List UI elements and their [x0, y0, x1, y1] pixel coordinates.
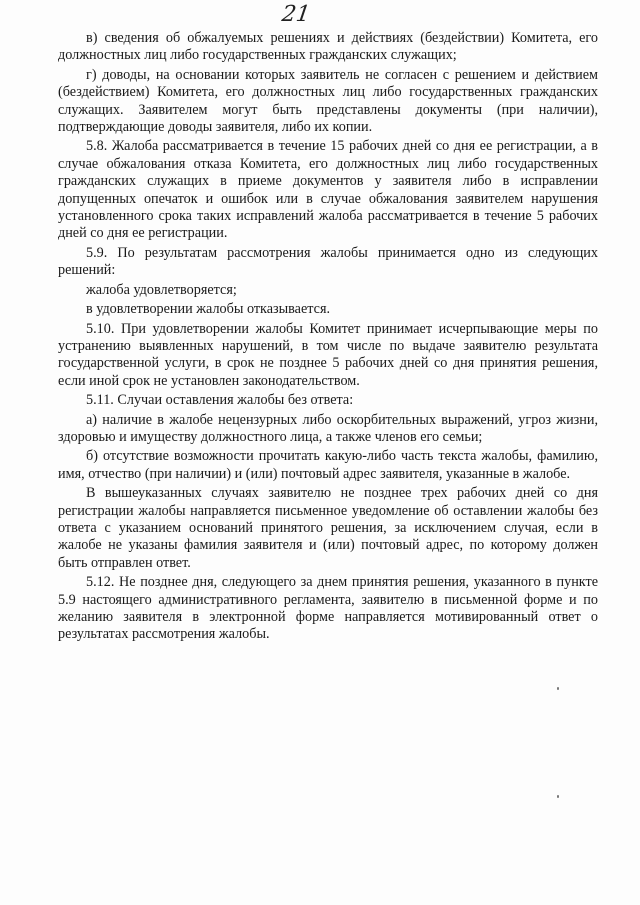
scan-speck — [557, 687, 559, 690]
paragraph-5-12: 5.12. Не позднее дня, следующего за днем принятия решения, указанного в пункте 5.9 настоящего административного регламента, заявителю в письменной форме и по желанию заявителя в электронной форме направляется мотивированный ответ о результатах рассмотрения жалобы. — [58, 574, 598, 643]
decision-option-refused: в удовлетворении жалобы отказывается. — [86, 301, 331, 318]
paragraph-no-answer-cases: В вышеуказанных случаях заявителю не позднее трех рабочих дней со дня регистрации жалобы направляется письменное уведомление об оставлении жалобы без ответа с указанием оснований принятого решения, за исключением случая, если в жалобе не указаны фамилия заявителя и (или) почтовый адрес, по которому должен быть отправлен ответ. — [58, 485, 598, 571]
paragraph-5-9: 5.9. По результатам рассмотрения жалобы принимается одно из следующих решений: — [58, 244, 598, 279]
paragraph-item-g: г) доводы, на основании которых заявитель не согласен с решением и действием (бездействием) Комитета, его должностных лиц либо государственных гражданских служащих. Заявителем могут быть представлены документы (при наличии), подтверждающие доводы заявителя, либо их копии. — [58, 66, 598, 136]
paragraph-5-11: 5.11. Случаи оставления жалобы без ответа: — [86, 392, 354, 409]
paragraph-5-8: 5.8. Жалоба рассматривается в течение 15 рабочих дней со дня ее регистрации, а в случае обжалования отказа Комитета, его должностных лиц либо государственных гражданских служащих в приеме документов у заявителя либо в исправлении допущенных опечаток и ошибок или в случае обжалования заявителем нарушения установленного срока таких исправлений жалоба рассматривается в течение 5 рабочих дней со дня ее регистрации. — [58, 138, 598, 242]
scan-speck — [557, 795, 559, 798]
document-body — [58, 30, 598, 646]
paragraph-5-10: 5.10. При удовлетворении жалобы Комитет принимает исчерпывающие меры по устранению выявленных нарушений, в том числе по выдаче заявителю результата государственной услуги, в срок не позднее 5 рабочих дней со дня принятия решения, если иной срок не установлен законодательством. — [58, 320, 598, 389]
handwritten-page-number: 21 — [280, 2, 312, 27]
paragraph-item-v: в) сведения об обжалуемых решениях и действиях (бездействии) Комитета, его должностных лиц либо государственных гражданских служащих; — [58, 30, 598, 64]
decision-option-satisfied: жалоба удовлетворяется; — [86, 281, 237, 298]
paragraph-item-b: б) отсутствие возможности прочитать какую-либо часть текста жалобы, фамилию, имя, отчество (при наличии) и (или) почтовый адрес заявителя, указанные в жалобе. — [58, 448, 598, 482]
paragraph-item-a: а) наличие в жалобе нецензурных либо оскорбительных выражений, угроз жизни, здоровью и имуществу должностного лица, а также членов его семьи; — [58, 411, 598, 445]
